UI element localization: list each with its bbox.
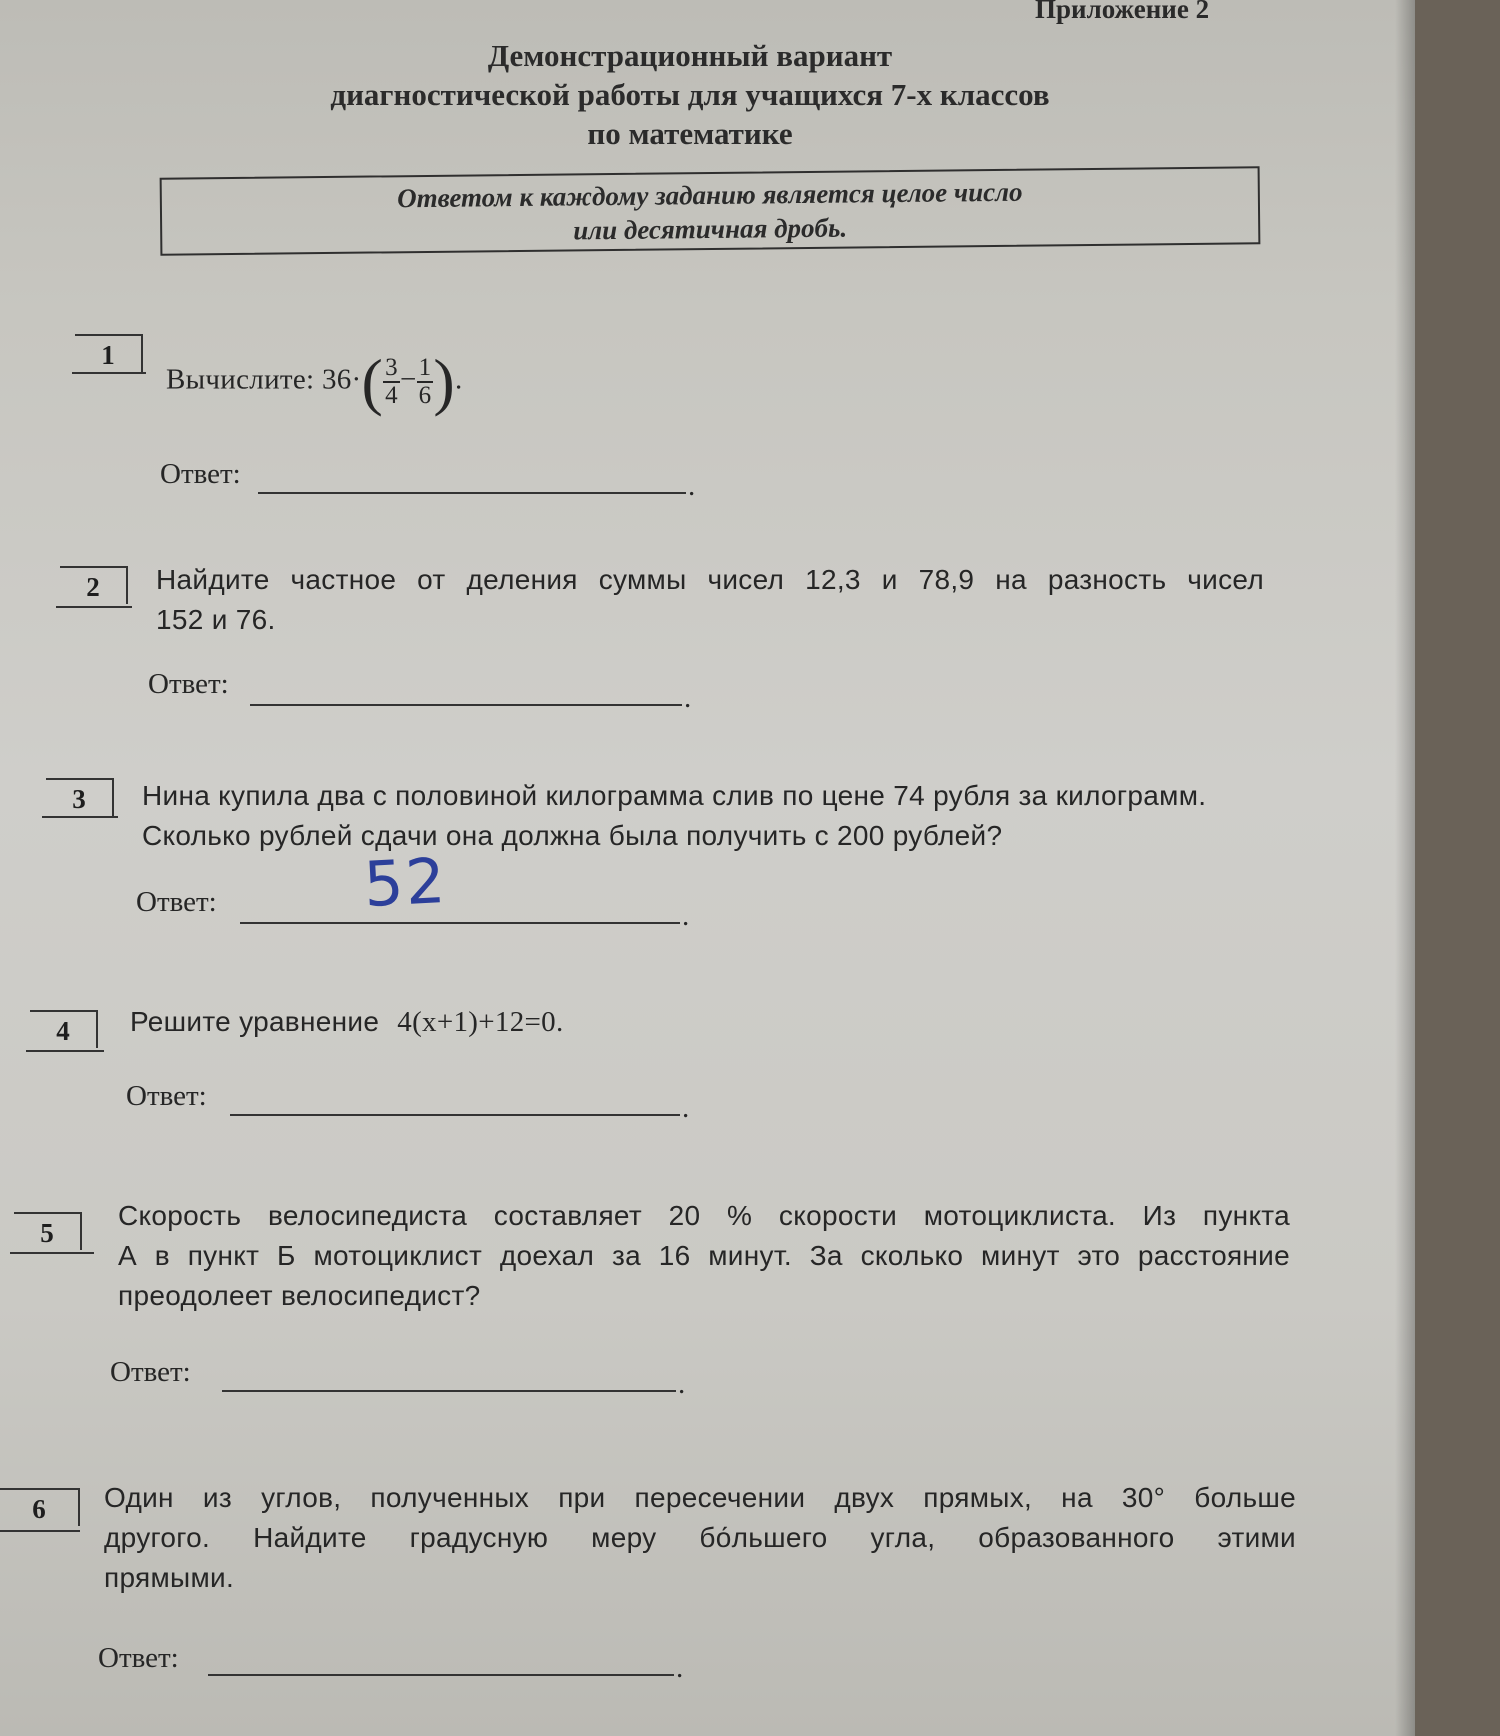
denominator: 6 (418, 382, 432, 409)
task-text-line: 152 и 76. (156, 604, 276, 635)
task-3-text (142, 776, 1282, 856)
task-1-suffix: . (455, 363, 463, 396)
task-5-text (118, 1196, 1290, 1316)
page-title (240, 36, 1140, 153)
task-number-underline (42, 816, 118, 818)
answer-period: . (678, 1368, 686, 1400)
task-text-line: Нина купила два с половиной килограмма слив по цене 74 рубля за килограмм. (142, 780, 1207, 811)
task-number-underline (26, 1050, 104, 1052)
page-edge-shadow (1395, 0, 1415, 1736)
answer-line[interactable] (258, 492, 686, 494)
answer-period: . (684, 682, 692, 714)
answer-label: Ответ: (160, 458, 241, 490)
task-number-box: 5 (14, 1212, 82, 1250)
task-1-prefix: Вычислите: 36· (166, 363, 362, 396)
title-line: по математике (587, 116, 793, 151)
fraction (417, 355, 434, 409)
task-text-line: прямыми. (104, 1562, 235, 1593)
task-4-text (130, 1002, 564, 1042)
answer-label: Ответ: (136, 886, 217, 918)
title-line: диагностической работы для учащихся 7-х классов (330, 77, 1050, 112)
paren-close: ) (433, 346, 456, 417)
answer-label: Ответ: (126, 1080, 207, 1112)
denominator: 4 (385, 382, 398, 409)
task-4-prefix: Решите уравнение (130, 1006, 380, 1037)
answer-line[interactable] (222, 1390, 676, 1392)
task-number-underline (0, 1530, 80, 1532)
answer-line[interactable] (250, 704, 682, 706)
handwritten-answer: 52 (362, 843, 449, 922)
task-number-box: 1 (75, 334, 143, 372)
instruction-line: Ответом к каждому заданию является целое число (397, 176, 1023, 214)
answer-line[interactable] (230, 1114, 680, 1116)
answer-line[interactable] (208, 1674, 674, 1676)
task-number-underline (72, 372, 146, 374)
title-line: Демонстрационный вариант (487, 38, 893, 73)
numerator: 1 (418, 354, 432, 381)
task-text-line: Один из углов, полученных при пересечении двух прямых, на 30° больше (104, 1482, 1296, 1513)
answer-line[interactable] (240, 922, 680, 924)
instruction-line: или десятичная дробь. (573, 212, 848, 246)
numerator: 3 (385, 354, 398, 381)
appendix-label: Приложение 2 (1035, 0, 1210, 24)
paren-open: ( (361, 346, 384, 417)
task-number-underline (10, 1252, 94, 1254)
task-number-box: 4 (30, 1010, 98, 1048)
answer-period: . (682, 1092, 690, 1124)
minus-sign: − (399, 363, 417, 396)
fraction (383, 355, 400, 409)
task-6-text (104, 1478, 1296, 1598)
task-text-line: Сколько рублей сдачи она должна была получить с 200 рублей? (142, 820, 1003, 851)
task-number-box: 6 (0, 1488, 80, 1526)
instruction-box (160, 166, 1261, 256)
answer-label: Ответ: (98, 1642, 179, 1674)
task-number-underline (56, 606, 132, 608)
answer-period: . (682, 900, 690, 932)
task-number-box: 2 (60, 566, 128, 604)
task-2-text (156, 560, 1264, 640)
task-1-expression (166, 346, 463, 417)
task-text-line: А в пункт Б мотоциклист доехал за 16 минут. За сколько минут это расстояние (118, 1240, 1290, 1271)
answer-period: . (676, 1652, 684, 1684)
task-text-line: Найдите частное от деления суммы чисел 12,3 и 78,9 на разность чисел (156, 564, 1264, 595)
answer-period: . (688, 470, 696, 502)
answer-label: Ответ: (148, 668, 229, 700)
task-number-box: 3 (46, 778, 114, 816)
task-text-line: Скорость велосипедиста составляет 20 % скорости мотоциклиста. Из пункта (118, 1200, 1290, 1231)
task-text-line: другого. Найдите градусную меру бо́льшего угла, образованного этими (104, 1522, 1296, 1553)
answer-label: Ответ: (110, 1356, 191, 1388)
equation: 4(x+1)+12=0. (397, 1006, 564, 1038)
task-text-line: преодолеет велосипедист? (118, 1280, 481, 1311)
